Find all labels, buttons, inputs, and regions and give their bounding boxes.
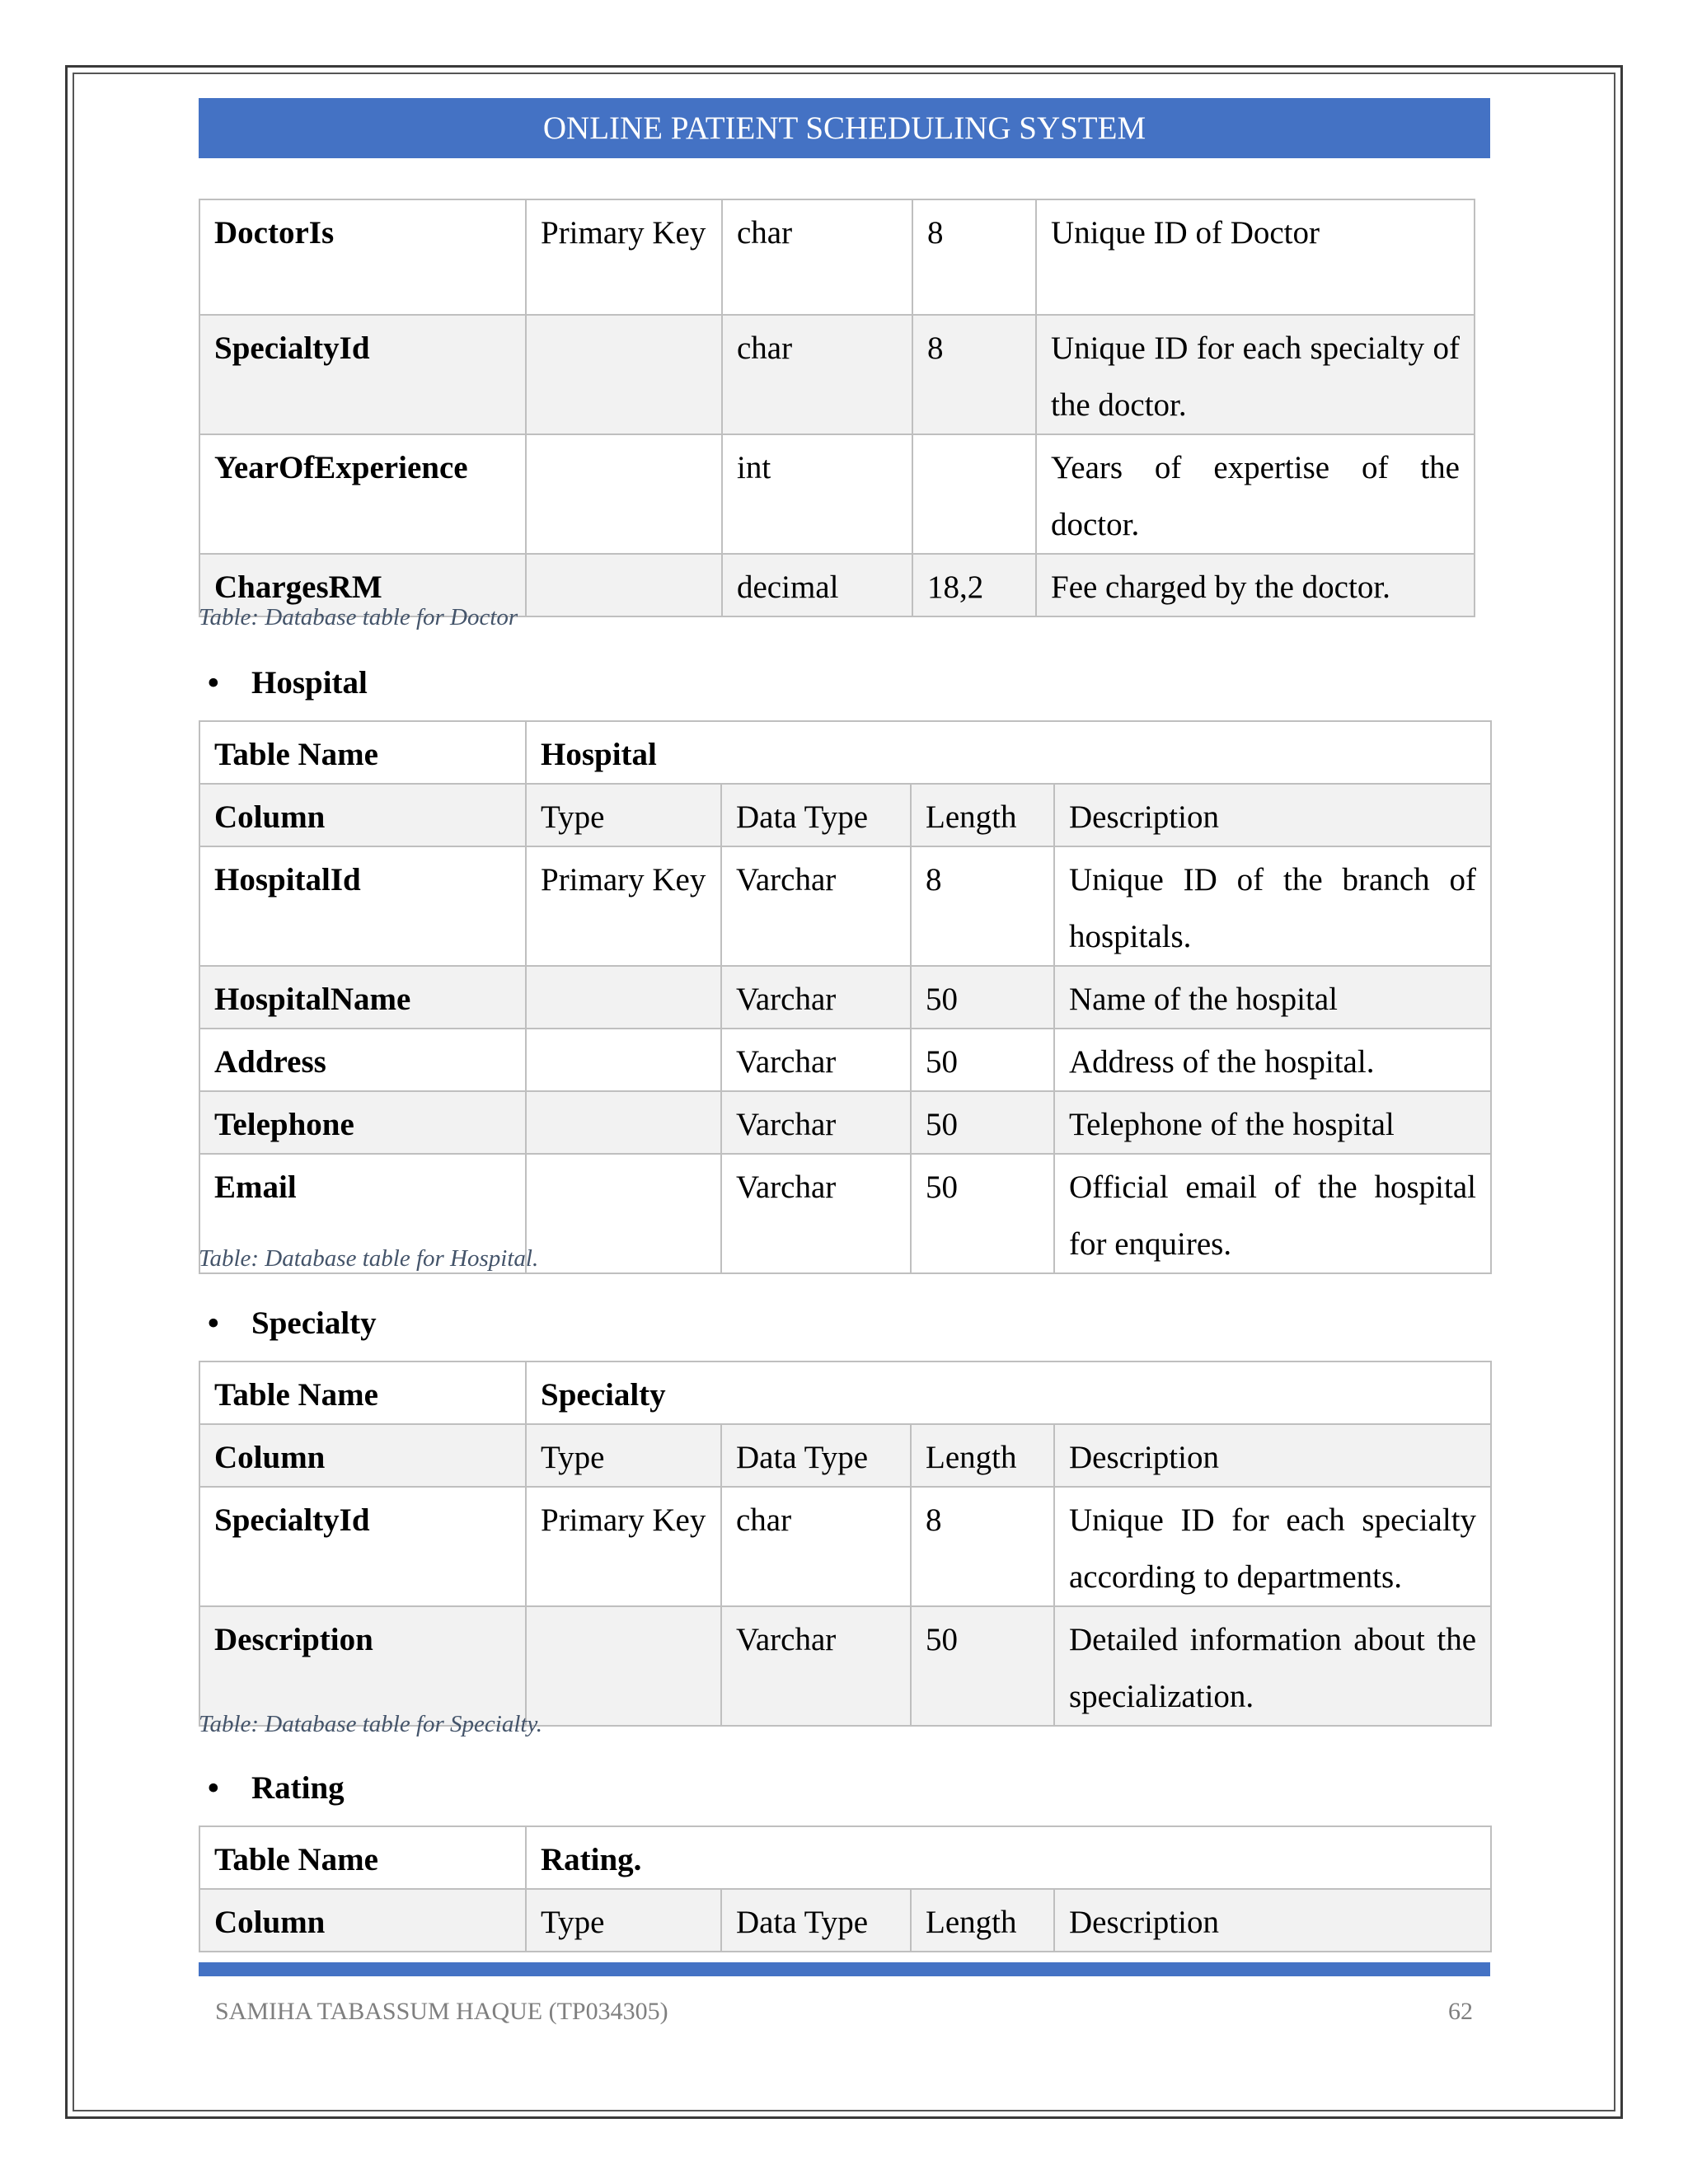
table-row (199, 1029, 1491, 1091)
header-row (199, 1889, 1491, 1952)
specialty-table (199, 1361, 1492, 1727)
bullet-icon: • (208, 1305, 219, 1341)
cell-description: Fee charged by the doctor. (1036, 554, 1475, 616)
header-column: Column (199, 1424, 526, 1487)
cell-type (526, 1606, 721, 1726)
cell-column: HospitalId (199, 846, 526, 966)
section-rating (208, 1769, 345, 1807)
cell-type (526, 434, 722, 554)
cell-description: Unique ID for each specialty of the doctor. (1036, 315, 1475, 434)
header-description: Description (1054, 1424, 1491, 1487)
header-description: Description (1054, 784, 1491, 846)
header-row (199, 1424, 1491, 1487)
specialty-table-caption: Table: Database table for Specialty. (199, 1711, 542, 1737)
cell-description: Years of expertise of the doctor. (1036, 434, 1475, 554)
cell-data-type: char (722, 199, 912, 315)
table-name-row (199, 1826, 1491, 1889)
cell-length: 8 (912, 315, 1036, 434)
cell-length: 8 (911, 846, 1054, 966)
section-title: Hospital (251, 665, 368, 701)
cell-description: Address of the hospital. (1054, 1029, 1491, 1091)
header-type: Type (526, 1424, 721, 1487)
hospital-table-caption: Table: Database table for Hospital. (199, 1245, 539, 1272)
table-row (199, 1606, 1491, 1726)
bullet-icon: • (208, 665, 219, 701)
cell-column: SpecialtyId (199, 1487, 526, 1606)
cell-type (526, 1154, 721, 1273)
cell-column: Email (199, 1154, 526, 1273)
cell-description: Unique ID of the branch of hospitals. (1054, 846, 1491, 966)
table-name: Rating. (526, 1826, 1491, 1889)
cell-data-type: Varchar (721, 1154, 911, 1273)
table-row (199, 315, 1475, 434)
header-type: Type (526, 1889, 721, 1952)
cell-data-type: Varchar (721, 1606, 911, 1726)
table-name-label: Table Name (199, 1361, 526, 1424)
cell-length: 18,2 (912, 554, 1036, 616)
cell-type (526, 1029, 721, 1091)
cell-length: 50 (911, 1029, 1054, 1091)
header-column: Column (199, 784, 526, 846)
header-length: Length (911, 784, 1054, 846)
cell-column: Description (199, 1606, 526, 1726)
table-name: Hospital (526, 721, 1491, 784)
cell-length: 8 (912, 199, 1036, 315)
cell-data-type: Varchar (721, 846, 911, 966)
cell-type (526, 315, 722, 434)
cell-column: SpecialtyId (199, 315, 526, 434)
cell-description: Telephone of the hospital (1054, 1091, 1491, 1154)
cell-length (912, 434, 1036, 554)
cell-description: Name of the hospital (1054, 966, 1491, 1029)
header-column: Column (199, 1889, 526, 1952)
table-name-row (199, 721, 1491, 784)
hospital-table (199, 720, 1492, 1274)
section-title: Rating (251, 1770, 345, 1806)
cell-type (526, 554, 722, 616)
cell-data-type: int (722, 434, 912, 554)
footer-author: SAMIHA TABASSUM HAQUE (TP034305) (215, 1998, 668, 2025)
cell-column: ChargesRM (199, 554, 526, 616)
cell-length: 50 (911, 1091, 1054, 1154)
section-hospital (208, 664, 368, 701)
table-name-label: Table Name (199, 1826, 526, 1889)
cell-description: Unique ID of Doctor (1036, 199, 1475, 315)
cell-description: Official email of the hospital for enquires. (1054, 1154, 1491, 1273)
section-title: Specialty (251, 1305, 377, 1341)
cell-length: 50 (911, 1606, 1054, 1726)
table-name: Specialty (526, 1361, 1491, 1424)
header-data-type: Data Type (721, 1889, 911, 1952)
table-row (199, 199, 1475, 315)
cell-type: Primary Key (526, 199, 722, 315)
cell-description: Detailed information about the specialization. (1054, 1606, 1491, 1726)
table-row (199, 434, 1475, 554)
cell-length: 50 (911, 966, 1054, 1029)
cell-length: 50 (911, 1154, 1054, 1273)
cell-column: YearOfExperience (199, 434, 526, 554)
cell-length: 8 (911, 1487, 1054, 1606)
table-name-row (199, 1361, 1491, 1424)
cell-data-type: decimal (722, 554, 912, 616)
table-row (199, 1091, 1491, 1154)
cell-type (526, 966, 721, 1029)
cell-column: Telephone (199, 1091, 526, 1154)
cell-description: Unique ID for each specialty according to departments. (1054, 1487, 1491, 1606)
header-data-type: Data Type (721, 784, 911, 846)
cell-type: Primary Key (526, 1487, 721, 1606)
cell-data-type: Varchar (721, 1029, 911, 1091)
header-length: Length (911, 1424, 1054, 1487)
doctor-table-caption: Table: Database table for Doctor (199, 604, 518, 630)
footer-bar (199, 1962, 1490, 1976)
cell-column: Address (199, 1029, 526, 1091)
header-data-type: Data Type (721, 1424, 911, 1487)
header-length: Length (911, 1889, 1054, 1952)
header-description: Description (1054, 1889, 1491, 1952)
cell-data-type: Varchar (721, 1091, 911, 1154)
table-name-label: Table Name (199, 721, 526, 784)
cell-type (526, 1091, 721, 1154)
bullet-icon: • (208, 1770, 219, 1806)
cell-data-type: Varchar (721, 966, 911, 1029)
page-number: 62 (1448, 1998, 1473, 2025)
header-type: Type (526, 784, 721, 846)
header-title: ONLINE PATIENT SCHEDULING SYSTEM (199, 98, 1490, 158)
header-row (199, 784, 1491, 846)
rating-table (199, 1825, 1492, 1952)
cell-column: HospitalName (199, 966, 526, 1029)
table-row (199, 846, 1491, 966)
cell-data-type: char (722, 315, 912, 434)
table-row (199, 966, 1491, 1029)
cell-data-type: char (721, 1487, 911, 1606)
cell-column: DoctorIs (199, 199, 526, 315)
section-specialty (208, 1305, 377, 1342)
cell-type: Primary Key (526, 846, 721, 966)
table-row (199, 1487, 1491, 1606)
doctor-table (199, 199, 1475, 617)
